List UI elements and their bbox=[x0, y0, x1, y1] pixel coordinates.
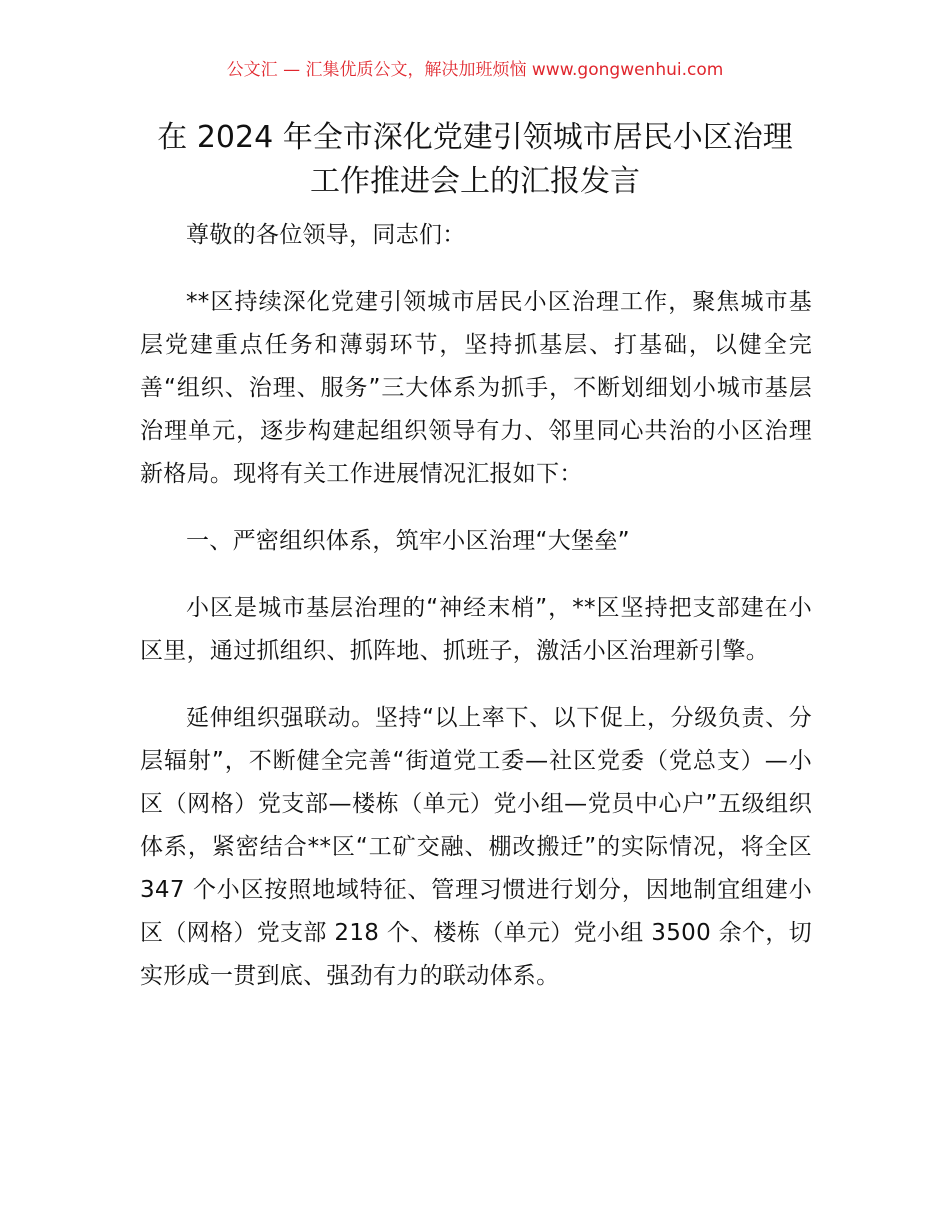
paragraph-section-1-intro: 小区是城市基层治理的“神经末梢”，**区坚持把支部建在小区里，通过抓组织、抓阵地、抓班子，激活小区治理新引擎。 bbox=[140, 595, 812, 664]
document-title-line-2: 工作推进会上的汇报发言 bbox=[310, 164, 640, 199]
document-title-line-1: 在 2024 年全市深化党建引领城市居民小区治理 bbox=[157, 120, 793, 155]
salutation: 尊敬的各位领导，同志们： bbox=[186, 222, 466, 248]
document-body bbox=[140, 214, 812, 1022]
site-header-link[interactable]: 公文汇 — 汇集优质公文，解决加班烦恼 www.gongwenhui.com bbox=[226, 60, 724, 80]
document-title bbox=[140, 116, 810, 204]
paragraph-organization-linkage: 延伸组织强联动。坚持“以上率下、以下促上，分级负责、分层辐射”，不断健全完善“街道党工委—社区党委（党总支）—小区（网格）党支部—楼栋（单元）党小组—党员中心户”五级组织体系，紧密结合**区“工矿交融、棚改搬迁”的实际情况，将全区 347 个小区按照地域特征、管理习惯进行划分，因地制宜组建小区（网格）党支部 218 个、楼栋（单元）党小组 3500 余个，切实形成一贯到底、强劲有力的联动体系。 bbox=[140, 705, 812, 989]
paragraph-intro: **区持续深化党建引领城市居民小区治理工作，聚焦城市基层党建重点任务和薄弱环节，坚持抓基层、打基础，以健全完善“组织、治理、服务”三大体系为抓手，不断划细划小城市基层治理单元，逐步构建起组织领导有力、邻里同心共治的小区治理新格局。现将有关工作进展情况汇报如下： bbox=[140, 289, 812, 487]
section-heading-1: 一、严密组织体系，筑牢小区治理“大堡垒” bbox=[186, 528, 630, 554]
